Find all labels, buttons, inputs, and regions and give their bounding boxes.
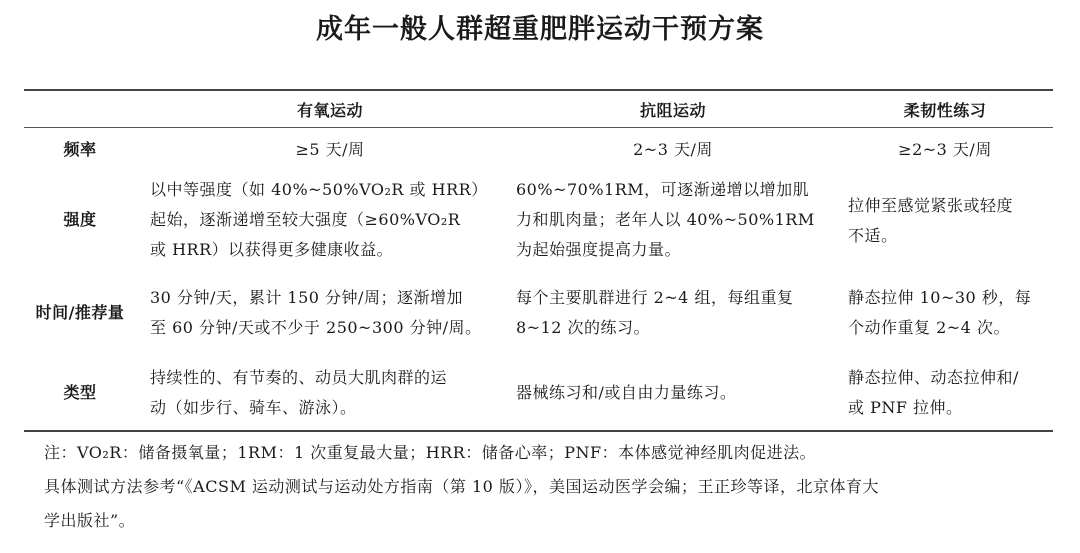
row-label-duration: 时间/推荐量 — [35, 303, 125, 322]
cell-line: 静态拉伸、动态拉伸和/ — [848, 368, 1019, 387]
cell-line: 30 分钟/天，累计 150 分钟/周；逐渐增加 — [150, 288, 463, 307]
column-header-resistance: 抗阻运动 — [639, 101, 706, 120]
table-header-rule — [24, 127, 1053, 128]
cell-line: 或 HRR）以获得更多健康收益。 — [150, 240, 394, 259]
cell-line: 不适。 — [848, 226, 898, 245]
row-label-type: 类型 — [63, 383, 97, 402]
table-bottom-rule — [24, 430, 1053, 432]
row-label-frequency: 频率 — [63, 140, 97, 159]
cell-frequency-flexibility — [840, 135, 1050, 165]
cell-line: 静态拉伸 10~30 秒，每 — [848, 288, 1032, 307]
cell-line: 为起始强度提高力量。 — [516, 240, 682, 259]
row-label-intensity: 强度 — [63, 210, 97, 229]
cell-type-aerobic — [150, 363, 447, 423]
cell-duration-resistance — [516, 283, 793, 343]
cell-intensity-aerobic — [150, 175, 488, 265]
cell-intensity-resistance — [516, 175, 815, 265]
cell-line: 持续性的、有节奏的、动员大肌肉群的运 — [150, 368, 448, 387]
cell-line: 拉伸至感觉紧张或轻度 — [848, 196, 1014, 215]
cell-line: 动（如步行、骑车、游泳）。 — [150, 398, 357, 417]
cell-line: 以中等强度（如 40%~50%VO₂R 或 HRR） — [150, 180, 488, 199]
cell-line: ≥2~3 天/周 — [898, 140, 992, 159]
cell-line: 起始，逐渐递增至较大强度（≥60%VO₂R — [150, 210, 461, 229]
footnote-reference: 具体测试方法参考“《ACSM 运动测试与运动处方指南（第 10 版）》，美国运动医学会编；王正珍等译，北京体育大 — [44, 477, 879, 496]
cell-duration-aerobic — [150, 283, 481, 343]
cell-line: 至 60 分钟/天或不少于 250~300 分钟/周。 — [150, 318, 482, 337]
footnote-abbreviations: 注：VO₂R：储备摄氧量；1RM：1 次重复最大量；HRR：储备心率；PNF：本体感觉神经肌肉促进法。 — [44, 443, 817, 462]
cell-type-flexibility — [848, 363, 1019, 423]
cell-line: 每个主要肌群进行 2~4 组，每组重复 — [516, 288, 794, 307]
cell-line: 8~12 次的练习。 — [516, 318, 651, 337]
cell-intensity-flexibility — [848, 191, 1013, 251]
cell-line: 器械练习和/或自由力量练习。 — [516, 383, 737, 402]
document-title: 成年一般人群超重肥胖运动干预方案 — [316, 14, 764, 45]
column-header-flexibility: 柔韧性练习 — [903, 101, 987, 120]
footnote-reference-continued: 学出版社”。 — [44, 511, 136, 530]
cell-frequency-aerobic — [150, 135, 510, 165]
cell-frequency-resistance — [514, 135, 832, 165]
cell-duration-flexibility — [848, 283, 1031, 343]
cell-line: 个动作重复 2~4 次。 — [848, 318, 1010, 337]
column-header-aerobic: 有氧运动 — [296, 101, 363, 120]
cell-line: 力和肌肉量；老年人以 40%~50%1RM — [516, 210, 815, 229]
cell-line: 60%~70%1RM，可逐渐递增以增加肌 — [516, 180, 810, 199]
table-top-rule — [24, 89, 1053, 91]
cell-line: 或 PNF 拉伸。 — [848, 398, 963, 417]
cell-line: ≥5 天/周 — [295, 140, 365, 159]
cell-line: 2~3 天/周 — [633, 140, 713, 159]
cell-type-resistance — [516, 378, 736, 408]
